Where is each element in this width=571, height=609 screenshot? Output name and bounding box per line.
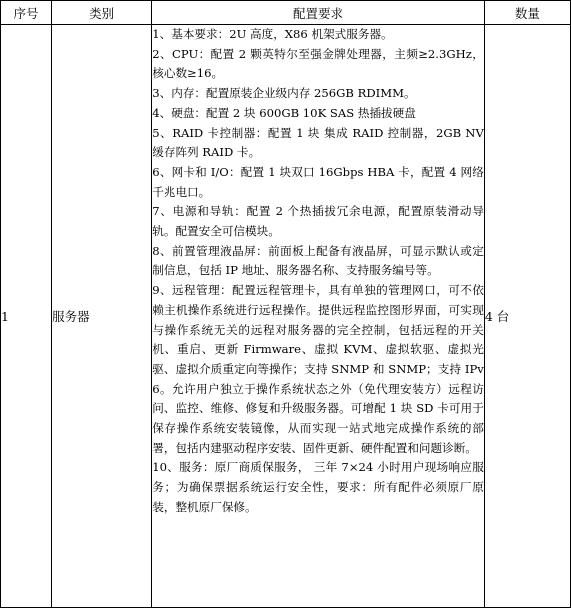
table-row — [1, 25, 571, 608]
spec-item-1: 1、基本要求：2U 高度，X86 机架式服务器。 — [152, 27, 393, 41]
row-category: 服务器 — [52, 25, 152, 608]
spec-item-7: 7、电源和导轨：配置 2 个热插拔冗余电源，配置原装滑动导轨。配置安全可信模块。 — [152, 204, 484, 239]
row-quantity: 4 台 — [484, 25, 570, 608]
spec-item-4: 4、硬盘：配置 2 块 600GB 10K SAS 热插拔硬盘 — [152, 105, 416, 120]
row-spec — [152, 25, 485, 608]
spec-item-3: 3、内存：配置原装企业级内存 256GB RDIMM。 — [152, 86, 416, 101]
spec-item-9: 9、远程管理：配置远程管理卡，具有单独的管理网口，可不依赖主机操作系统进行远程操作。提供远程监控图形界面，可实现与操作系统无关的远程对服务器的完全控制，包括远程的开关机、重启、更新 Firmware、虚拟 KVM、虚拟软驱、虚拟光驱、虚拟介质重定向等操作；支持 SNMP 和 SNMP；支持 IPv6。允许用户独立于操作系统状态之外（免代理安装方）远程访问、监控、维修、修复和升级服务器。可增配 1 块 SD 卡可用于保存操作系统安装镜像，从而实现一站式地完成操作系统的部署，包括内建驱动程序安装、固件更新、硬件配置和问题诊断。 — [152, 283, 484, 455]
header-spec: 配置要求 — [152, 1, 485, 25]
header-row — [1, 1, 571, 25]
spec-item-5: 5、RAID 卡控制器：配置 1 块 集成 RAID 控制器，2GB NV 缓存阵列 RAID 卡。 — [152, 125, 484, 160]
spec-item-10: 10、服务：原厂商质保服务， 三年 7×24 小时用户现场响应服务；为确保票据系统运行安全性，要求：所有配件必须原厂原装，整机原厂保修。 — [152, 460, 484, 514]
row-index: 1 — [1, 25, 52, 608]
spec-item-2: 2、CPU：配置 2 颗英特尔至强金牌处理器，主频≥2.3GHz，核心数≥16。 — [152, 46, 484, 81]
header-index: 序号 — [1, 1, 52, 25]
header-category: 类别 — [52, 1, 152, 25]
spec-item-8: 8、前置管理液晶屏：前面板上配备有液晶屏，可显示默认或定制信息，包括 IP 地址、服务器名称、支持服务编号等。 — [152, 243, 484, 278]
spec-item-6: 6、网卡和 I/O：配置 1 块双口 16Gbps HBA 卡，配置 4 网络千兆电口。 — [152, 164, 484, 199]
spec-list — [152, 25, 484, 518]
header-quantity: 数量 — [484, 1, 570, 25]
